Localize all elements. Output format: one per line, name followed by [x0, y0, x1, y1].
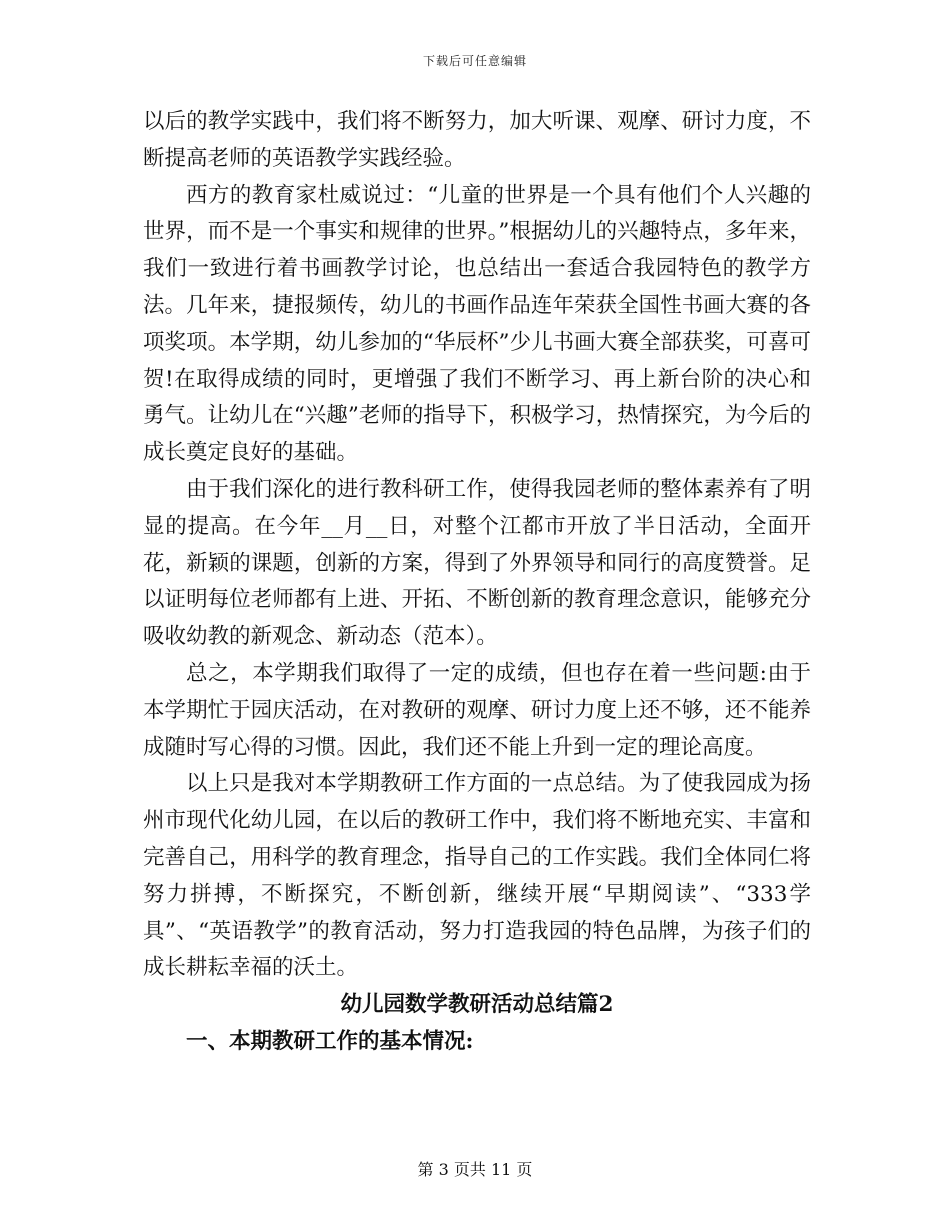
page-header: 下载后可任意编辑 [422, 54, 527, 68]
paragraph-3: 由于我们深化的进行教科研工作，使得我园老师的整体素养有了明显的提高。在今年__月__日，对整个江都市开放了半日活动，全面开花，新颖的课题，创新的方案，得到了外界领导和同行的高度赞誉。足以证明每位老师都有上进、开拓、不断创新的教育理念意识，能够充分吸收幼教的新观念、新动态（范本）。 [143, 476, 811, 650]
paragraph-1: 以后的教学实践中，我们将不断努力，加大听课、观摩、研讨力度，不断提高老师的英语教学实践经验。 [143, 109, 811, 171]
paragraph-2: 西方的教育家杜威说过：“儿童的世界是一个具有他们个人兴趣的世界，而不是一个事实和规律的世界。”根据幼儿的兴趣特点，多年来，我们一致进行着书画教学讨论，也总结出一套适合我园特色的教学方法。几年来，捷报频传，幼儿的书画作品连年荣获全国性书画大赛的各项奖项。本学期，幼儿参加的“华辰杯”少儿书画大赛全部获奖，可喜可贺!在取得成绩的同时，更增强了我们不断学习、再上新台阶的决心和勇气。让幼儿在“兴趣”老师的指导下，积极学习，热情探究，为今后的成长奠定良好的基础。 [143, 182, 811, 466]
paragraph-5: 以上只是我对本学期教研工作方面的一点总结。为了使我园成为扬州市现代化幼儿园，在以后的教研工作中，我们将不断地充实、丰富和完善自己，用科学的教育理念，指导自己的工作实践。我们全体同仁将努力拼搏，不断探究，不断创新，继续开展“早期阅读”、“333学具”、“英语教学”的教育活动，努力打造我园的特色品牌，为孩子们的成长耕耘幸福的沃土。 [143, 771, 811, 981]
page-footer: 第 3 页共 11 页 [417, 1160, 533, 1179]
section-title: 幼儿园数学教研活动总结篇2 [340, 992, 614, 1018]
paragraph-4: 总之，本学期我们取得了一定的成绩，但也存在着一些问题:由于本学期忙于园庆活动，在对教研的观摩、研讨力度上还不够，还不能养成随时写心得的习惯。因此，我们还不能上升到一定的理论高度。 [143, 660, 811, 760]
document-body [143, 104, 811, 1061]
subsection-title: 一、本期教研工作的基本情况: [186, 1028, 474, 1054]
